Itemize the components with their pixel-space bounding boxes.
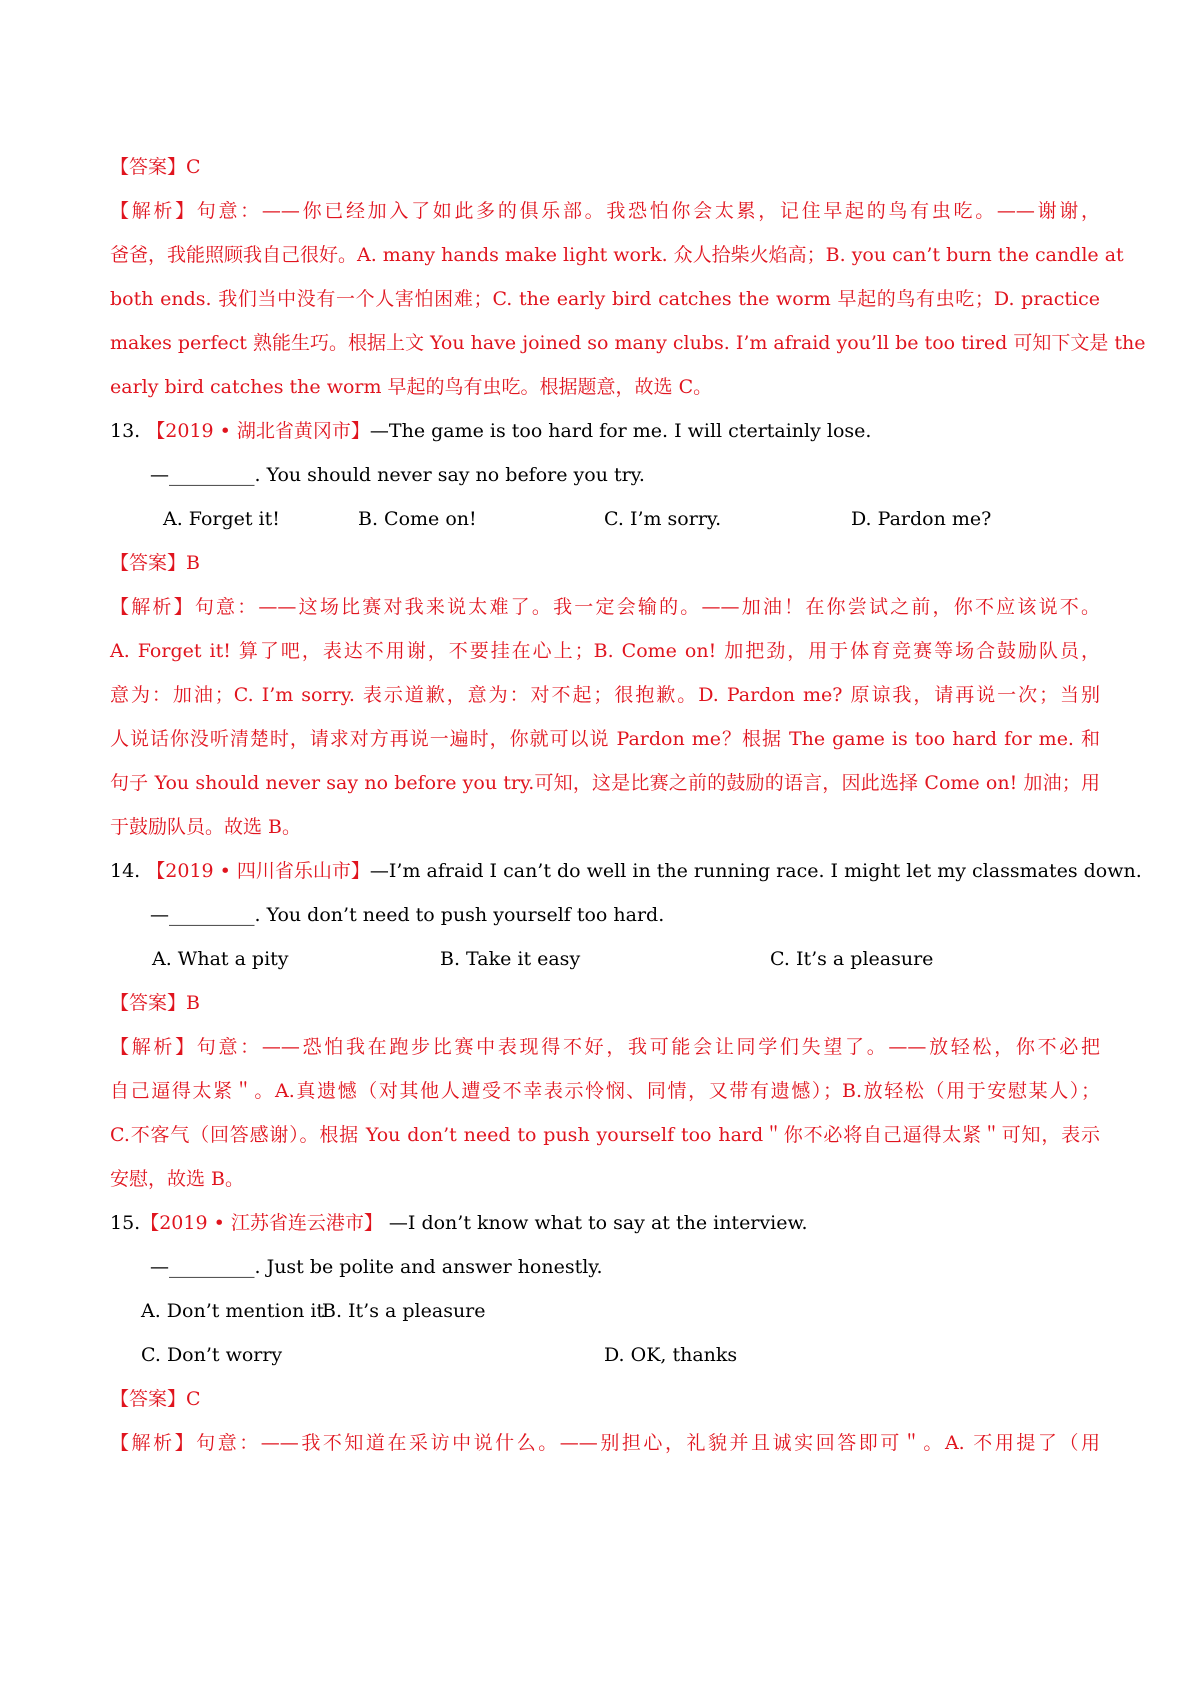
- option-c: C. It’s a pleasure: [770, 948, 934, 970]
- question-reply: —_________. You should never say no before you try.: [150, 464, 645, 486]
- question-reply: —_________. You don’t need to push yourself too hard.: [150, 904, 665, 926]
- option-c: C. Don’t worry: [141, 1344, 283, 1366]
- analysis-line: 句子 You should never say no before you try.可知，这是比赛之前的鼓励的语言，因此选择 Come on! 加油；用: [110, 772, 1100, 794]
- answer-label: 【答案】C: [110, 1388, 201, 1410]
- analysis-line: 【解析】句意：——你已经加入了如此多的俱乐部。我恐怕你会太累，记住早起的鸟有虫吃。——谢谢，: [110, 200, 1100, 222]
- option-b: B. Come on!: [358, 508, 477, 530]
- question-reply: —_________. Just be polite and answer honestly.: [150, 1256, 603, 1278]
- question-source: 【2019 • 四川省乐山市】: [146, 860, 370, 882]
- analysis-line: 【解析】句意：——我不知道在采访中说什么。——别担心，礼貌并且诚实回答即可＂。A. 不用提了（用: [110, 1432, 1100, 1454]
- analysis-line: both ends. 我们当中没有一个人害怕困难；C. the early bird catches the worm 早起的鸟有虫吃；D. practice: [110, 288, 1100, 310]
- option-a: A. Forget it!: [163, 508, 280, 530]
- analysis-line: 爸爸，我能照顾我自己很好。A. many hands make light work. 众人拾柴火焰高；B. you can’t burn the candle at: [110, 244, 1124, 266]
- question-number: 15.: [110, 1212, 141, 1234]
- question-stem: —The game is too hard for me. I will ctertainly lose.: [369, 420, 872, 442]
- question-15: [110, 1210, 1100, 1236]
- analysis-line: A. Forget it! 算了吧，表达不用谢，不要挂在心上；B. Come on! 加把劲，用于体育竞赛等场合鼓励队员，: [110, 640, 1100, 662]
- question-number: 14.: [110, 860, 141, 882]
- analysis-line: early bird catches the worm 早起的鸟有虫吃。根据题意，故选 C。: [110, 376, 713, 398]
- analysis-line: C.不客气（回答感谢）。根据 You don’t need to push yourself too hard＂你不必将自己逼得太紧＂可知，表示: [110, 1124, 1100, 1146]
- option-d: D. Pardon me?: [851, 508, 992, 530]
- option-b: B. It’s a pleasure: [322, 1300, 486, 1322]
- question-stem: —I don’t know what to say at the interview.: [382, 1212, 808, 1234]
- analysis-line: 于鼓励队员。故选 B。: [110, 816, 302, 838]
- answer-label: 【答案】B: [110, 552, 200, 574]
- option-c: C. I’m sorry.: [604, 508, 722, 530]
- option-b: B. Take it easy: [440, 948, 581, 970]
- analysis-line: 【解析】句意：——这场比赛对我来说太难了。我一定会输的。——加油！在你尝试之前，你不应该说不。: [110, 596, 1100, 618]
- option-a: A. Don’t mention it: [141, 1300, 325, 1322]
- question-number: 13.: [110, 420, 141, 442]
- option-a: A. What a pity: [152, 948, 289, 970]
- answer-label: 【答案】C: [110, 156, 201, 178]
- question-source: 【2019 • 江苏省连云港市】: [140, 1212, 383, 1234]
- analysis-line: makes perfect 熟能生巧。根据上文 You have joined so many clubs. I’m afraid you’ll be too tired 可知下文是 the: [110, 332, 1146, 354]
- question-stem: —I’m afraid I can’t do well in the running race. I might let my classmates down.: [369, 860, 1142, 882]
- analysis-line: 安慰，故选 B。: [110, 1168, 245, 1190]
- question-13: [110, 418, 1100, 444]
- analysis-line: 【解析】句意：——恐怕我在跑步比赛中表现得不好，我可能会让同学们失望了。——放轻松，你不必把: [110, 1036, 1100, 1058]
- analysis-line: 自己逼得太紧＂。A.真遗憾（对其他人遭受不幸表示怜悯、同情，又带有遗憾）；B.放轻松（用于安慰某人）；: [110, 1080, 1100, 1102]
- analysis-line: 人说话你没听清楚时，请求对方再说一遍时，你就可以说 Pardon me？根据 The game is too hard for me. 和: [110, 728, 1100, 750]
- question-source: 【2019 • 湖北省黄冈市】: [146, 420, 370, 442]
- question-14: [110, 858, 1142, 884]
- analysis-line: 意为：加油；C. I’m sorry. 表示道歉，意为：对不起；很抱歉。D. Pardon me? 原谅我，请再说一次；当别: [110, 684, 1100, 706]
- answer-label: 【答案】B: [110, 992, 200, 1014]
- option-d: D. OK, thanks: [604, 1344, 738, 1366]
